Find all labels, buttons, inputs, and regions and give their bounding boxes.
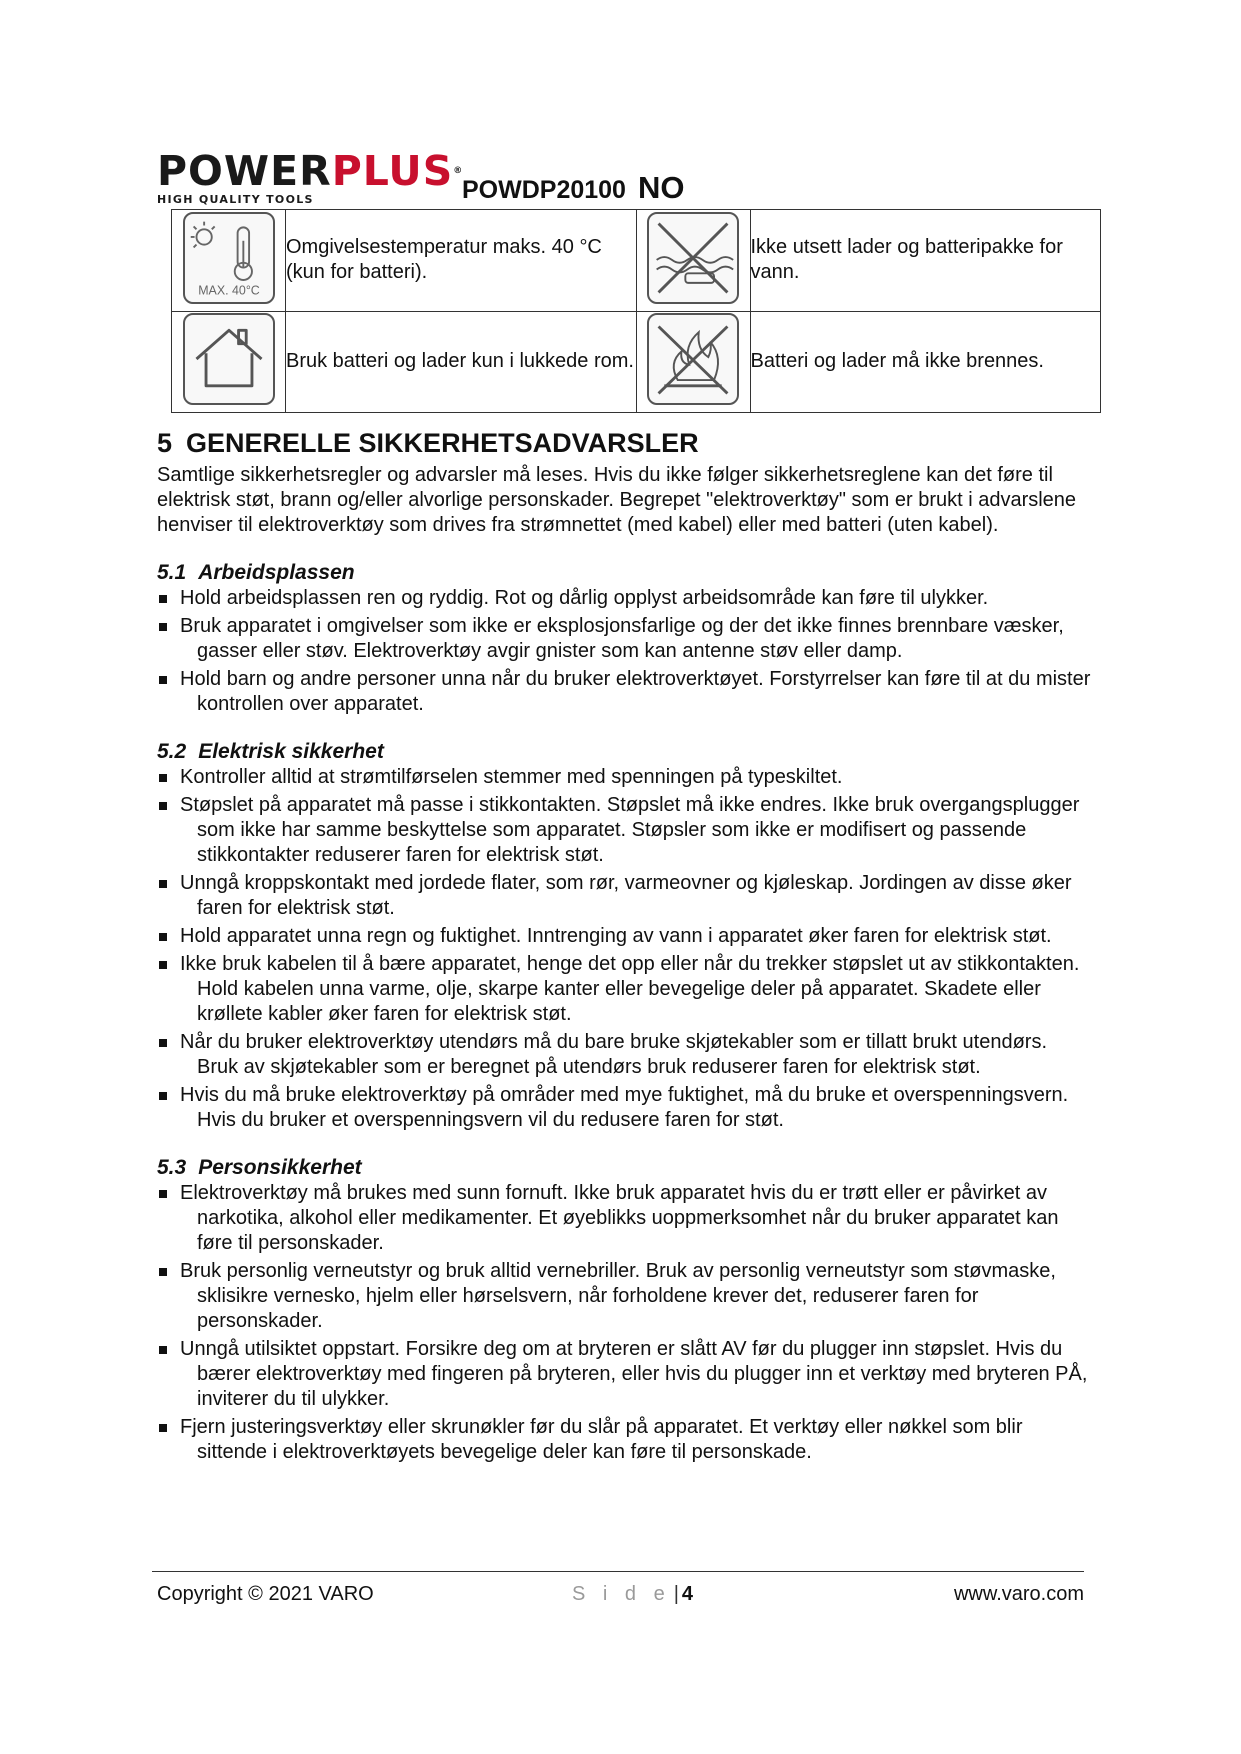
bullet-icon — [159, 1424, 167, 1432]
bullet-icon — [159, 595, 167, 603]
section-number: 5 — [157, 428, 173, 458]
list-item — [157, 1259, 1092, 1334]
list-item-text: Hvis du må bruke elektroverktøy på områder med mye fuktighet, må du bruke et overspenningsvern. Hvis du bruker et overspenningsvern vil du redusere faren for støt. — [180, 1084, 1069, 1131]
list-item-text: Fjern justeringsverktøy eller skrunøkler før du slår på apparatet. Et verktøy eller nøkkel som blir sittende i elektroverktøyets bevegelige deler kan føre til personskade. — [180, 1416, 1023, 1463]
copyright-text: Copyright © 2021 VARO — [157, 1583, 374, 1605]
subsection-number: 5.3 — [157, 1156, 187, 1179]
list-item — [157, 1083, 1092, 1133]
language-code: NO — [637, 170, 685, 205]
icon-description: Bruk batteri og lader kun i lukkede rom. — [286, 311, 637, 413]
no-fire-icon — [647, 313, 739, 405]
list-item-text: Hold barn og andre personer unna når du bruker elektroverktøyet. Forstyrrelser kan føre til at du mister kontrollen over apparatet. — [180, 668, 1091, 715]
list-item-text: Bruk personlig verneutstyr og bruk alltid vernebriller. Bruk av personlig verneutstyr som støvmaske, sklisikre vernesko, hjelm eller hørselsvern, når forholdene krever det, reduserer faren for personskader. — [180, 1260, 1056, 1332]
list-item-text: Elektroverktøy må brukes med sunn fornuft. Ikke bruk apparatet hvis du er trøtt eller er påvirket av narkotika, alkohol eller medikamenter. Et øyeblikks uoppmerksomhet når du bruker apparatet kan føre til personskader. — [180, 1182, 1059, 1254]
page-number: 4 — [681, 1583, 694, 1605]
list-item-text: Støpslet på apparatet må passe i stikkontakten. Støpslet må ikke endres. Ikke bruk overgangsplugger som ikke har samme beskyttelse som apparatet. Støpsler som ikke er modifisert og passende stikkontakter reduserer faren for elektrisk støt. — [180, 794, 1080, 866]
section-intro: Samtlige sikkerhetsregler og advarsler må leses. Hvis du ikke følger sikkerhetsreglene kan det føre til elektrisk støt, brann og/eller alvorlige personskader. Begrepet "elektroverktøy" som er brukt i advarslene henviser til elektroverktøy som drives fra strømnettet (med kabel) eller med batteri (uten kabel). — [157, 464, 1077, 536]
section-heading — [157, 426, 1092, 460]
subsection-heading — [157, 1155, 1092, 1181]
bullet-icon — [159, 1039, 167, 1047]
bullet-icon — [159, 802, 167, 810]
model-code: POWDP20100 — [462, 176, 626, 204]
logo-tagline: HIGH QUALITY TOOLS — [157, 193, 314, 206]
subsection-title: Elektrisk sikkerhet — [198, 740, 384, 763]
icons-table-row — [172, 210, 1101, 312]
icon-cell — [172, 210, 286, 312]
list-item — [157, 952, 1092, 1027]
bullet-list — [157, 1181, 1092, 1465]
subsection-title: Personsikkerhet — [198, 1156, 362, 1179]
subsection-number: 5.2 — [157, 740, 187, 763]
bullet-icon — [159, 1268, 167, 1276]
safety-icons-table — [171, 209, 1101, 413]
list-item — [157, 667, 1092, 717]
list-item — [157, 1030, 1092, 1080]
list-item — [157, 1181, 1092, 1256]
bullet-icon — [159, 961, 167, 969]
model-heading — [462, 170, 684, 206]
icons-table-row — [172, 311, 1101, 413]
main-content — [157, 426, 1092, 1468]
bullet-list — [157, 586, 1092, 717]
logo-plus-text: PLUS — [331, 147, 454, 195]
bullet-icon — [159, 774, 167, 782]
icon-description: Omgivelsestemperatur maks. 40 °C (kun for batteri). — [286, 210, 637, 312]
list-item-text: Unngå kroppskontakt med jordede flater, som rør, varmeovner og kjøleskap. Jordingen av disse øker faren for elektrisk støt. — [180, 872, 1072, 919]
bullet-icon — [159, 623, 167, 631]
page-separator: | — [673, 1583, 679, 1605]
icon-cell — [636, 311, 750, 413]
page-label: S i d e — [572, 1583, 671, 1605]
list-item-text: Hold arbeidsplassen ren og ryddig. Rot og dårlig opplyst arbeidsområde kan føre til ulykker. — [180, 587, 989, 609]
bullet-icon — [159, 1346, 167, 1354]
list-item — [157, 614, 1092, 664]
page-header — [157, 147, 1117, 210]
subsection-heading — [157, 739, 1092, 765]
list-item — [157, 1415, 1092, 1465]
list-item — [157, 793, 1092, 868]
bullet-icon — [159, 1092, 167, 1100]
page-footer — [152, 1571, 1084, 1610]
house-indoor-icon — [183, 313, 275, 405]
bullet-icon — [159, 1190, 167, 1198]
list-item-text: Ikke bruk kabelen til å bære apparatet, henge det opp eller når du trekker støpslet ut av stikkontakten. Hold kabelen unna varme, olje, skarpe kanter eller bevegelige deler på apparatet. Skadete eller krøllete kabler øker faren for elektrisk støt. — [180, 953, 1080, 1025]
list-item — [157, 586, 1092, 611]
list-item-text: Kontroller alltid at strømtilførselen stemmer med spenningen på typeskiltet. — [180, 766, 843, 788]
list-item-text: Unngå utilsiktet oppstart. Forsikre deg om at bryteren er slått AV før du plugger inn støpslet. Hvis du bærer elektroverktøy med fingeren på bryteren, eller hvis du plugger inn et verktøy med bryteren PÅ, inviterer du til ulykker. — [180, 1338, 1088, 1410]
icon-description: Ikke utsett lader og batteripakke for vann. — [750, 210, 1101, 312]
thermometer-label: MAX. 40°C — [197, 283, 260, 298]
thermometer-max-40-icon — [183, 212, 275, 304]
list-item-text: Hold apparatet unna regn og fuktighet. Inntrenging av vann i apparatet øker faren for elektrisk støt. — [180, 925, 1052, 947]
bullet-icon — [159, 676, 167, 684]
bullet-icon — [159, 933, 167, 941]
no-water-icon — [647, 212, 739, 304]
icon-cell — [172, 311, 286, 413]
logo-power-text: POWER — [157, 147, 332, 195]
subsection-heading — [157, 560, 1092, 586]
subsection-title: Arbeidsplassen — [198, 561, 355, 584]
list-item-text: Bruk apparatet i omgivelser som ikke er eksplosjonsfarlige og der det ikke finnes brennbare væsker, gasser eller støv. Elektroverktøy avgir gnister som kan antenne støv eller damp. — [180, 615, 1064, 662]
bullet-icon — [159, 880, 167, 888]
icon-description: Batteri og lader må ikke brennes. — [750, 311, 1101, 413]
list-item — [157, 1337, 1092, 1412]
list-item — [157, 871, 1092, 921]
list-item — [157, 924, 1092, 949]
list-item-text: Når du bruker elektroverktøy utendørs må du bare bruke skjøtekabler som er tillatt brukt utendørs. Bruk av skjøtekabler som er beregnet på utendørs bruk reduserer faren for elektrisk støt. — [180, 1031, 1048, 1078]
subsection-number: 5.1 — [157, 561, 187, 584]
list-item — [157, 765, 1092, 790]
section-title: GENERELLE SIKKERHETSADVARSLER — [186, 428, 699, 458]
page-indicator — [572, 1583, 693, 1606]
powerplus-logo — [157, 147, 464, 206]
website-link[interactable]: www.varo.com — [953, 1583, 1084, 1605]
logo-registered-mark: ® — [453, 166, 464, 176]
icon-cell — [636, 210, 750, 312]
bullet-list — [157, 765, 1092, 1133]
